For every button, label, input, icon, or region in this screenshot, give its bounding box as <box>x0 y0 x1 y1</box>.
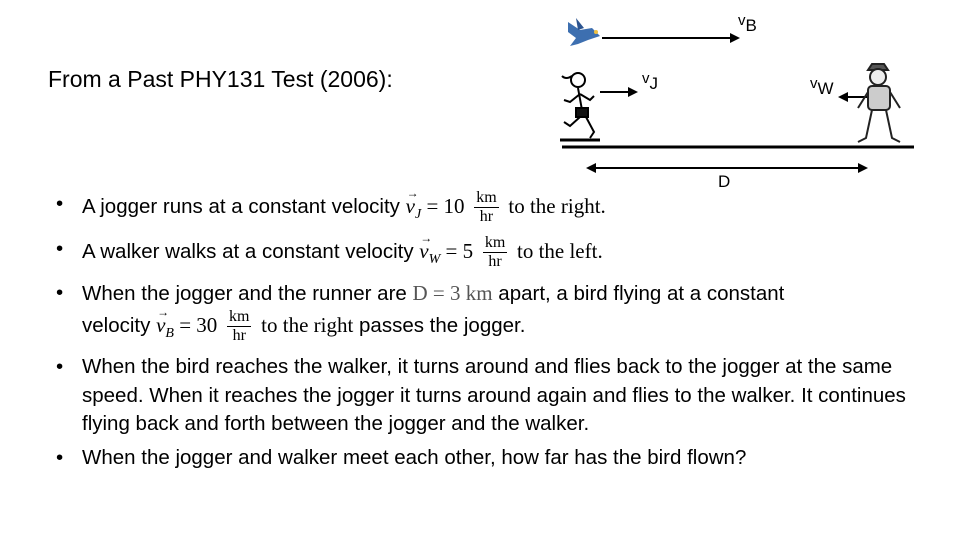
jogger-icon <box>560 73 600 140</box>
slide-title: From a Past PHY131 Test (2006): <box>48 66 393 92</box>
bullet-item: • A walker walks at a constant velocity → $v_W = 5$ $\frac{km}{hr}$ to the left. <box>56 235 926 275</box>
bullet-list <box>56 190 926 477</box>
bullet-item: • A jogger runs at a constant velocity → $v_J = 10$ $\frac{km}{hr}$ to the right. <box>56 190 926 230</box>
problem-figure <box>540 0 960 200</box>
jogger-velocity-label: vJ <box>642 70 658 93</box>
bird-velocity-arrow <box>602 33 740 43</box>
distance-label: D <box>718 172 731 191</box>
bullet-item: • When the bird reaches the walker, it turns around and flies back to the jogger at the same speed. When it reaches the jogger it turns around again and flies to the walker. It continues flying back and forth between the jogger and the walker. <box>56 355 906 436</box>
walker-icon <box>858 64 900 142</box>
bird-velocity-label: vB <box>738 12 757 35</box>
walker-velocity-label: vW <box>810 75 834 98</box>
bullet-item: • When the jogger and walker meet each other, how far has the bird flown? <box>56 445 747 469</box>
bird-icon <box>568 18 600 46</box>
jogger-velocity-arrow <box>600 87 638 97</box>
bullet-item: • When the jogger and the runner are D = 3 km apart, a bird flying at a constant velocity → $v_B = 30$ $\frac{km}{hr}$ to the right passes the jogger. <box>56 279 926 348</box>
